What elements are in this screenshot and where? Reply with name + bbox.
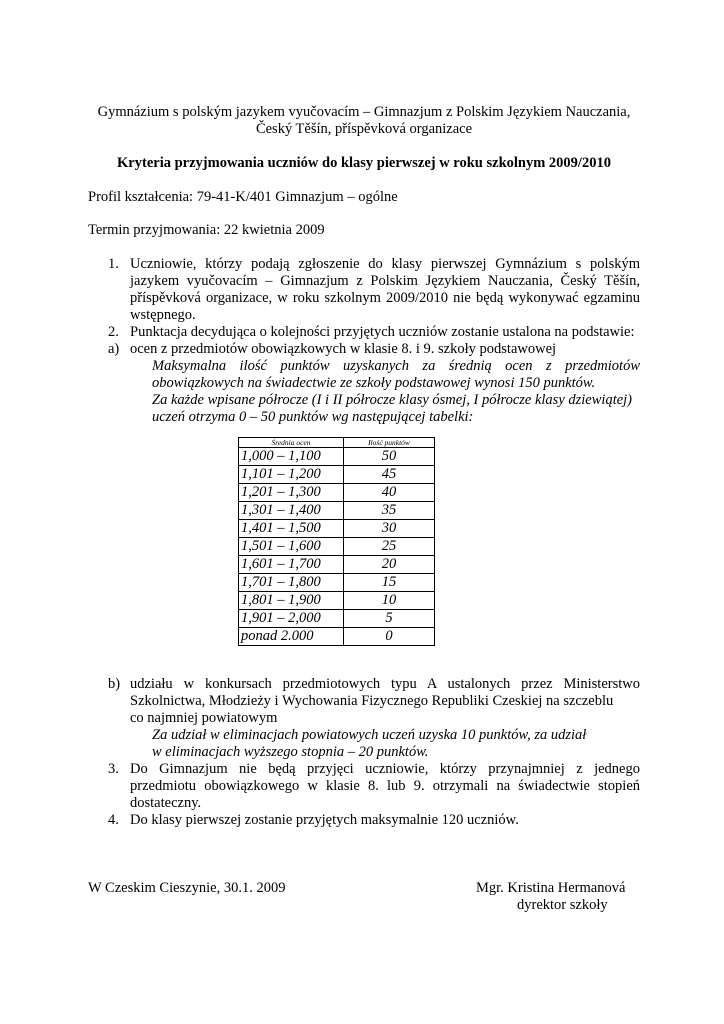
table-row bbox=[239, 448, 435, 466]
table-row bbox=[239, 466, 435, 484]
points-cell: 45 bbox=[344, 466, 435, 484]
item-a-note-line-1: Maksymalna ilość punktów uzyskanych za średnią ocen z przedmiotów bbox=[152, 358, 640, 374]
table-row bbox=[239, 592, 435, 610]
item-b-note-line-2: w eliminacjach wyższego stopnia – 20 punktów. bbox=[152, 744, 429, 760]
points-cell: 35 bbox=[344, 502, 435, 520]
item-1-line-2: jazykem vyučovacím – Gimnazjum z Polskim Językiem Nauczania, Český Těšín, bbox=[130, 273, 640, 289]
table-row bbox=[239, 484, 435, 502]
item-a-note bbox=[152, 358, 640, 426]
points-table bbox=[238, 437, 435, 646]
item-1-line-1: Uczniowie, którzy podają zgłoszenie do klasy pierwszej Gymnázium s polským bbox=[130, 256, 640, 272]
points-cell: 0 bbox=[344, 628, 435, 646]
points-cell: 25 bbox=[344, 538, 435, 556]
points-cell: 10 bbox=[344, 592, 435, 610]
table-row bbox=[239, 610, 435, 628]
range-cell: 1,501 – 1,600 bbox=[239, 538, 344, 556]
item-b-note bbox=[152, 727, 640, 761]
item-3-text bbox=[130, 761, 640, 812]
points-cell: 5 bbox=[344, 610, 435, 628]
points-cell: 15 bbox=[344, 574, 435, 592]
item-b-marker: b) bbox=[108, 676, 121, 692]
header-line-1: Gymnázium s polským jazykem vyučovacím – Gimnazjum z Polskim Językiem Nauczania, bbox=[97, 104, 631, 120]
item-3-line-2: przedmiotu obowiązkowego w klasie 8. lub 9. otrzymali na świadectwie stopień bbox=[130, 778, 640, 794]
item-3-number: 3. bbox=[108, 761, 119, 777]
item-a-text: ocen z przedmiotów obowiązkowych w klasie 8. i 9. szkoły podstawowej bbox=[130, 341, 557, 357]
item-b-line-3: co najmniej powiatowym bbox=[130, 710, 278, 726]
range-cell: 1,101 – 1,200 bbox=[239, 466, 344, 484]
item-4-number: 4. bbox=[108, 812, 119, 828]
table-row bbox=[239, 520, 435, 538]
item-b-line-1: udziału w konkursach przedmiotowych typu A ustalonych przez Ministerstwo bbox=[130, 676, 640, 692]
points-cell: 50 bbox=[344, 448, 435, 466]
item-3-line-3: dostateczny. bbox=[130, 795, 202, 811]
range-cell: 1,801 – 1,900 bbox=[239, 592, 344, 610]
item-2-text: Punktacja decydująca o kolejności przyjętych uczniów zostanie ustalona na podstawie: bbox=[130, 324, 635, 340]
range-cell: 1,701 – 1,800 bbox=[239, 574, 344, 592]
range-cell: 1,000 – 1,100 bbox=[239, 448, 344, 466]
points-cell: 30 bbox=[344, 520, 435, 538]
range-cell: 1,401 – 1,500 bbox=[239, 520, 344, 538]
item-2-number: 2. bbox=[108, 324, 119, 340]
item-b-line-2: Szkolnictwa, Młodzieży i Wychowania Fizycznego Republiki Czeskiej na szczeblu bbox=[130, 693, 614, 709]
points-table-header-average: Średnia ocen bbox=[239, 438, 344, 448]
item-b-text bbox=[130, 676, 640, 727]
item-3-line-1: Do Gimnazjum nie będą przyjęci uczniowie, którzy przynajmniej z jednego bbox=[130, 761, 640, 777]
range-cell: 1,901 – 2,000 bbox=[239, 610, 344, 628]
header-line-2: Český Těšín, příspěvková organizace bbox=[255, 121, 473, 137]
item-4-text: Do klasy pierwszej zostanie przyjętych maksymalnie 120 uczniów. bbox=[130, 812, 519, 828]
item-1-line-3: příspěvková organizace, w roku szkolnym 2009/2010 nie będą wykonywać egzaminu bbox=[130, 290, 640, 306]
table-row bbox=[239, 556, 435, 574]
table-row bbox=[239, 538, 435, 556]
range-cell: ponad 2.000 bbox=[239, 628, 344, 646]
profile-line: Profil kształcenia: 79-41-K/401 Gimnazjum – ogólne bbox=[88, 189, 398, 205]
item-b-note-line-1: Za udział w eliminacjach powiatowych uczeń uzyska 10 punktów, za udział bbox=[152, 727, 587, 743]
points-table-header-row bbox=[239, 438, 435, 448]
place-and-date: W Czeskim Cieszynie, 30.1. 2009 bbox=[88, 880, 286, 896]
points-cell: 20 bbox=[344, 556, 435, 574]
item-a-note-line-2: obowiązkowych na świadectwie ze szkoły podstawowej wynosi 150 punktów. bbox=[152, 375, 596, 391]
points-cell: 40 bbox=[344, 484, 435, 502]
item-1-number: 1. bbox=[108, 256, 119, 272]
table-row bbox=[239, 628, 435, 646]
range-cell: 1,201 – 1,300 bbox=[239, 484, 344, 502]
item-a-marker: a) bbox=[108, 341, 120, 357]
signer-role: dyrektor szkoły bbox=[517, 897, 608, 913]
document-title: Kryteria przyjmowania uczniów do klasy pierwszej w roku szkolnym 2009/2010 bbox=[117, 155, 611, 171]
table-row bbox=[239, 574, 435, 592]
table-row bbox=[239, 502, 435, 520]
item-1-text bbox=[130, 256, 640, 324]
points-table-header-points: Ilość punktów bbox=[344, 438, 435, 448]
term-line: Termin przyjmowania: 22 kwietnia 2009 bbox=[88, 222, 325, 238]
item-a-note-line-4: uczeń otrzyma 0 – 50 punktów wg następującej tabelki: bbox=[152, 409, 474, 425]
item-1-line-4: wstępnego. bbox=[130, 307, 196, 323]
signer-name: Mgr. Kristina Hermanová bbox=[476, 880, 626, 896]
range-cell: 1,301 – 1,400 bbox=[239, 502, 344, 520]
range-cell: 1,601 – 1,700 bbox=[239, 556, 344, 574]
item-a-note-line-3: Za każde wpisane półrocze (I i II półrocze klasy ósmej, I półrocze klasy dziewiątej) bbox=[152, 392, 633, 408]
